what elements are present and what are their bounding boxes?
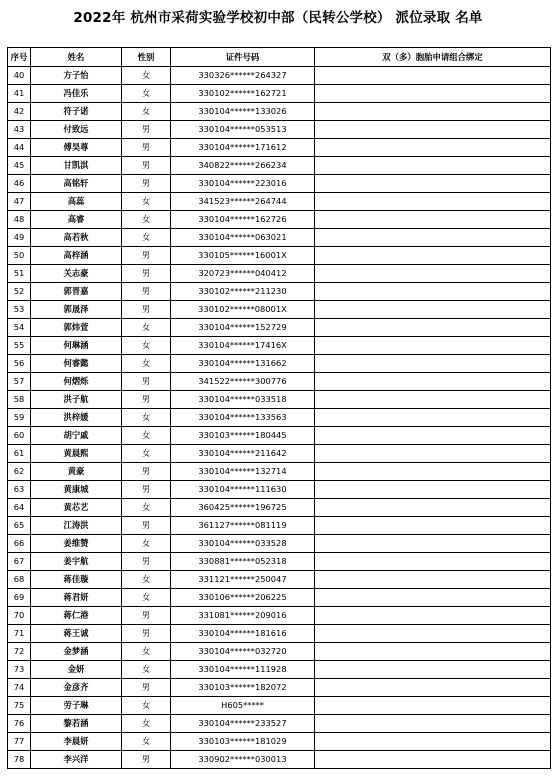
seq-cell: 49 [8,229,31,247]
gender-cell: 女 [122,103,171,121]
seq-cell: 59 [8,409,31,427]
id-number-cell: 341522******300776 [171,373,315,391]
id-number-cell: 340822******266234 [171,157,315,175]
seq-cell: 66 [8,535,31,553]
seq-cell: 52 [8,283,31,301]
name-cell: 符子诺 [31,103,122,121]
table-row [8,445,551,463]
document-title: 2022年 杭州市采荷实验学校初中部（民转公学校） 派位录取 名单 [73,10,483,26]
id-number-cell: 330104******063021 [171,229,315,247]
id-number-cell: 330902******030013 [171,751,315,769]
id-number-cell: 330326******264327 [171,67,315,85]
id-number-cell: 330104******181616 [171,625,315,643]
id-number-cell: 330104******211642 [171,445,315,463]
twins-binding-cell [315,103,551,121]
seq-cell: 53 [8,301,31,319]
gender-cell: 男 [122,121,171,139]
gender-cell: 男 [122,751,171,769]
name-cell: 姜宇航 [31,553,122,571]
table-row [8,427,551,445]
table-row [8,319,551,337]
twins-binding-cell [315,607,551,625]
table-row [8,643,551,661]
name-cell: 高铭轩 [31,175,122,193]
gender-cell: 女 [122,85,171,103]
table-row [8,733,551,751]
id-number-cell: 330102******162721 [171,85,315,103]
table-row [8,589,551,607]
gender-cell: 男 [122,283,171,301]
gender-cell: 女 [122,697,171,715]
seq-cell: 46 [8,175,31,193]
seq-cell: 50 [8,247,31,265]
twins-binding-cell [315,553,551,571]
seq-cell: 45 [8,157,31,175]
name-cell: 方子怡 [31,67,122,85]
gender-cell: 男 [122,139,171,157]
table-row [8,553,551,571]
table-row [8,157,551,175]
gender-cell: 男 [122,463,171,481]
id-number-cell: 330106******206225 [171,589,315,607]
name-cell: 洪梓媛 [31,409,122,427]
name-cell: 黄晨熙 [31,445,122,463]
twins-binding-cell [315,571,551,589]
table-row [8,229,551,247]
twins-binding-cell [315,175,551,193]
name-cell: 郭晋嘉 [31,283,122,301]
name-cell: 黎若涵 [31,715,122,733]
table-row [8,355,551,373]
table-row [8,481,551,499]
seq-cell: 70 [8,607,31,625]
gender-cell: 女 [122,337,171,355]
seq-cell: 48 [8,211,31,229]
name-cell: 冯佳乐 [31,85,122,103]
id-number-cell: 330104******131662 [171,355,315,373]
seq-cell: 65 [8,517,31,535]
name-cell: 高蕊 [31,193,122,211]
name-cell: 何琳涵 [31,337,122,355]
table-row [8,607,551,625]
table-row [8,679,551,697]
table-row [8,373,551,391]
gender-cell: 女 [122,427,171,445]
table-row [8,571,551,589]
header-id-number: 证件号码 [171,48,315,67]
seq-cell: 60 [8,427,31,445]
gender-cell: 女 [122,229,171,247]
gender-cell: 女 [122,499,171,517]
table-row [8,247,551,265]
name-cell: 江涛洪 [31,517,122,535]
name-cell: 郭晟泽 [31,301,122,319]
table-row [8,85,551,103]
gender-cell: 女 [122,319,171,337]
id-number-cell: 330881******052318 [171,553,315,571]
name-cell: 蒋仁港 [31,607,122,625]
name-cell: 何睿懿 [31,355,122,373]
id-number-cell: 330103******181029 [171,733,315,751]
table-row [8,103,551,121]
twins-binding-cell [315,715,551,733]
twins-binding-cell [315,535,551,553]
gender-cell: 女 [122,193,171,211]
twins-binding-cell [315,157,551,175]
name-cell: 关志豪 [31,265,122,283]
id-number-cell: 330104******133026 [171,103,315,121]
gender-cell: 女 [122,589,171,607]
id-number-cell: 330102******08001X [171,301,315,319]
seq-cell: 47 [8,193,31,211]
table-row [8,211,551,229]
id-number-cell: 330104******162726 [171,211,315,229]
table-row [8,67,551,85]
id-number-cell: 330104******133563 [171,409,315,427]
id-number-cell: 330102******211230 [171,283,315,301]
name-cell: 金妍 [31,661,122,679]
seq-cell: 78 [8,751,31,769]
seq-cell: 77 [8,733,31,751]
id-number-cell: 330103******180445 [171,427,315,445]
seq-cell: 75 [8,697,31,715]
table-row [8,697,551,715]
seq-cell: 44 [8,139,31,157]
seq-cell: 55 [8,337,31,355]
twins-binding-cell [315,409,551,427]
gender-cell: 女 [122,571,171,589]
name-cell: 蒋佳璇 [31,571,122,589]
id-number-cell: 331121******250047 [171,571,315,589]
gender-cell: 男 [122,553,171,571]
name-cell: 蒋君妍 [31,589,122,607]
twins-binding-cell [315,499,551,517]
twins-binding-cell [315,265,551,283]
twins-binding-cell [315,193,551,211]
twins-binding-cell [315,373,551,391]
name-cell: 黄豪 [31,463,122,481]
twins-binding-cell [315,445,551,463]
table-row [8,499,551,517]
id-number-cell: 360425******196725 [171,499,315,517]
table-row [8,139,551,157]
name-cell: 甘凯淇 [31,157,122,175]
name-cell: 金彦齐 [31,679,122,697]
twins-binding-cell [315,733,551,751]
seq-cell: 58 [8,391,31,409]
twins-binding-cell [315,481,551,499]
name-cell: 高梓涵 [31,247,122,265]
seq-cell: 42 [8,103,31,121]
name-cell: 金梦涵 [31,643,122,661]
name-cell: 蒋王诚 [31,625,122,643]
name-cell: 何熠烁 [31,373,122,391]
gender-cell: 女 [122,211,171,229]
id-number-cell: 330104******053513 [171,121,315,139]
table-row [8,661,551,679]
table-row [8,463,551,481]
table-row [8,283,551,301]
table-row [8,409,551,427]
header-seq: 序号 [8,48,31,67]
seq-cell: 40 [8,67,31,85]
name-cell: 姜维赞 [31,535,122,553]
seq-cell: 56 [8,355,31,373]
twins-binding-cell [315,355,551,373]
seq-cell: 63 [8,481,31,499]
twins-binding-cell [315,625,551,643]
seq-cell: 73 [8,661,31,679]
id-number-cell: 330104******17416X [171,337,315,355]
gender-cell: 男 [122,175,171,193]
id-number-cell: 330104******223016 [171,175,315,193]
table-row [8,175,551,193]
gender-cell: 男 [122,391,171,409]
gender-cell: 女 [122,733,171,751]
seq-cell: 71 [8,625,31,643]
id-number-cell: H605***** [171,697,315,715]
gender-cell: 男 [122,247,171,265]
id-number-cell: 330104******233527 [171,715,315,733]
gender-cell: 女 [122,445,171,463]
twins-binding-cell [315,751,551,769]
gender-cell: 男 [122,265,171,283]
table-body [8,67,551,769]
gender-cell: 男 [122,517,171,535]
id-number-cell: 330104******132714 [171,463,315,481]
table-header-row [8,48,551,67]
table-row [8,535,551,553]
seq-cell: 69 [8,589,31,607]
twins-binding-cell [315,643,551,661]
name-cell: 胡宁戚 [31,427,122,445]
id-number-cell: 330104******152729 [171,319,315,337]
table-row [8,337,551,355]
seq-cell: 72 [8,643,31,661]
twins-binding-cell [315,283,551,301]
twins-binding-cell [315,517,551,535]
id-number-cell: 320723******040412 [171,265,315,283]
gender-cell: 女 [122,643,171,661]
id-number-cell: 330104******033518 [171,391,315,409]
id-number-cell: 361127******081119 [171,517,315,535]
seq-cell: 43 [8,121,31,139]
seq-cell: 61 [8,445,31,463]
twins-binding-cell [315,67,551,85]
gender-cell: 女 [122,355,171,373]
twins-binding-cell [315,661,551,679]
id-number-cell: 330104******171612 [171,139,315,157]
twins-binding-cell [315,589,551,607]
gender-cell: 男 [122,301,171,319]
table-row [8,121,551,139]
name-cell: 高睿 [31,211,122,229]
id-number-cell: 330104******033528 [171,535,315,553]
seq-cell: 51 [8,265,31,283]
seq-cell: 57 [8,373,31,391]
header-name: 姓名 [31,48,122,67]
gender-cell: 男 [122,481,171,499]
id-number-cell: 341523******264744 [171,193,315,211]
name-cell: 李晨妍 [31,733,122,751]
table-row [8,625,551,643]
gender-cell: 男 [122,607,171,625]
id-number-cell: 330103******182072 [171,679,315,697]
table-row [8,301,551,319]
table-row [8,391,551,409]
twins-binding-cell [315,121,551,139]
seq-cell: 62 [8,463,31,481]
name-cell: 黄康城 [31,481,122,499]
gender-cell: 女 [122,409,171,427]
gender-cell: 男 [122,373,171,391]
twins-binding-cell [315,319,551,337]
name-cell: 付致远 [31,121,122,139]
table-row [8,265,551,283]
table-row [8,193,551,211]
seq-cell: 67 [8,553,31,571]
seq-cell: 76 [8,715,31,733]
twins-binding-cell [315,211,551,229]
id-number-cell: 331081******209016 [171,607,315,625]
twins-binding-cell [315,301,551,319]
table-row [8,715,551,733]
gender-cell: 女 [122,535,171,553]
seq-cell: 41 [8,85,31,103]
admission-roster-table [7,47,551,769]
name-cell: 傅昊尊 [31,139,122,157]
name-cell: 郭炜萱 [31,319,122,337]
twins-binding-cell [315,463,551,481]
gender-cell: 女 [122,67,171,85]
twins-binding-cell [315,139,551,157]
twins-binding-cell [315,247,551,265]
header-twins-binding: 双（多）胞胎申请组合绑定 [315,48,551,67]
seq-cell: 68 [8,571,31,589]
twins-binding-cell [315,679,551,697]
table-row [8,751,551,769]
seq-cell: 74 [8,679,31,697]
gender-cell: 男 [122,625,171,643]
id-number-cell: 330104******032720 [171,643,315,661]
name-cell: 洪子航 [31,391,122,409]
id-number-cell: 330105******16001X [171,247,315,265]
table-row [8,517,551,535]
seq-cell: 64 [8,499,31,517]
twins-binding-cell [315,337,551,355]
gender-cell: 女 [122,661,171,679]
header-gender: 性别 [122,48,171,67]
seq-cell: 54 [8,319,31,337]
gender-cell: 女 [122,715,171,733]
twins-binding-cell [315,229,551,247]
name-cell: 高若秋 [31,229,122,247]
twins-binding-cell [315,391,551,409]
name-cell: 劳子琳 [31,697,122,715]
id-number-cell: 330104******111630 [171,481,315,499]
gender-cell: 男 [122,157,171,175]
gender-cell: 男 [122,679,171,697]
twins-binding-cell [315,85,551,103]
twins-binding-cell [315,697,551,715]
id-number-cell: 330104******111928 [171,661,315,679]
name-cell: 黄芯艺 [31,499,122,517]
name-cell: 李兴洋 [31,751,122,769]
twins-binding-cell [315,427,551,445]
